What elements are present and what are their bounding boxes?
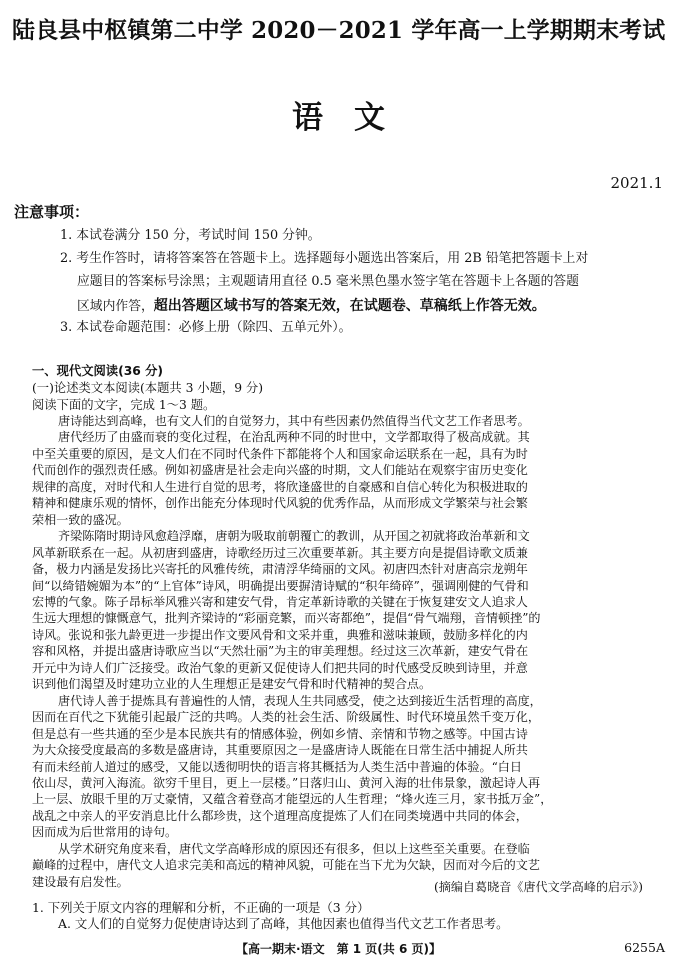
- passage-line: 诗风。张说和张九龄更进一步提出作文要风骨和文采并重，典雅和滋味兼顾，鼓励多样化的内: [32, 627, 528, 642]
- passage-line: 唐代经历了由盛而衰的变化过程，在治乱两种不同的时世中，文学都取得了极高成就。其: [58, 430, 530, 445]
- exam-title: 陆良县中枢镇第二中学 2020－2021 学年高一上学期期末考试: [12, 17, 666, 44]
- passage-line: 容和风格，并提出盛唐诗歌应当以“天然壮丽”为主的审美理想。经过这三次革新，建安气骨在: [32, 644, 529, 659]
- notice-line: 3. 本试卷命题范围：必修上册（除四、五单元外）。: [60, 320, 352, 335]
- passage-line: 因而在百代之下犹能引起最广泛的共鸣。人类的社会生活、阶级属性、时代环境虽然千变万化，: [32, 710, 540, 725]
- passage-line: 巅峰的过程中，唐代文人追求完美和高远的精神风貌，可能在当下尤为欠缺，因而对今后的文艺: [32, 858, 540, 873]
- subsection-heading: (一)论述类文本阅读(本题共 3 小题，9 分): [32, 381, 264, 395]
- passage-line: 荣相一致的盛况。: [32, 512, 129, 527]
- notice-line-part: 区域内作答，: [77, 299, 154, 314]
- passage-line: 从学术研究角度来看，唐代文学高峰形成的原因还有很多，但以上这些至关重要。在登临: [58, 841, 530, 856]
- notice-line: 1. 本试卷满分 150 分，考试时间 150 分钟。: [60, 228, 321, 243]
- passage-line: 有而未经前人道过的感受，又能以透彻明快的语言将其概括为人类生活中普遍的体验。“白日: [32, 759, 522, 774]
- passage-line: 唐代诗人善于提炼具有普遍性的人情，表现人生共同感受，使之达到接近生活哲理的高度，: [58, 693, 542, 708]
- passage-line: 建设最有启发性。: [32, 874, 129, 889]
- question-1-option-a: A. 文人们的自觉努力促使唐诗达到了高峰，其他因素也值得当代文艺工作者思考。: [58, 916, 509, 931]
- notice-line: [77, 299, 546, 314]
- page-footer: [0, 940, 677, 957]
- notice-warning: 超出答题区域书写的答案无效，在试题卷、草稿纸上作答无效。: [153, 298, 546, 314]
- passage-line: 但是总有一些共通的至少是本民族共有的情感体验，例如乡情、亲情和节物之感等。中国古诗: [32, 726, 528, 741]
- passage-line: 识到他们渴望及时建功立业的人生理想正是建安气骨和时代精神的契合点。: [32, 677, 432, 692]
- passage-line: 风革新联系在一起。从初唐到盛唐，诗歌经历过三次重要革新。其主要方向是提倡诗歌文质兼: [32, 545, 528, 560]
- exam-date: 2021.1: [610, 174, 663, 192]
- passage-line: 开元中为诗人们广泛接受。政治气象的更新又促使诗人们把共同的时代感受反映到诗里，并意: [32, 660, 528, 675]
- subject-heading: 语 文: [292, 100, 385, 136]
- passage-line: 宏博的气象。陈子昂标举风雅兴寄和建安气骨，肯定革新诗歌的关键在于恢复建安文人追求人: [32, 595, 528, 609]
- passage-line: 上一层、放眼千里的万丈豪情，又蕴含着登高才能望远的人生哲理；“烽火连三月，家书抵万金”，: [32, 792, 553, 807]
- paper-code: 6255A: [624, 940, 665, 955]
- section-heading: 一、现代文阅读(36 分): [32, 364, 164, 378]
- passage-line: 中至关重要的原因，是文人们在不同时代条件下都能将个人和国家命运联系在一起，具有为时: [32, 446, 528, 461]
- passage-line: 间“以绮错婉媚为本”的“上官体”诗风，明确提出要摒清诗赋的“积年绮碎”，强调刚健的气骨和: [32, 578, 529, 593]
- notice-line: 2. 考生作答时，请将答案答在答题卡上。选择题每小题选出答案后，用 2B 铅笔把答题卡上对: [60, 251, 589, 266]
- footer-label: 【高一期末·语文 第 1 页(共 6 页)】: [236, 942, 441, 956]
- passage-line: 代而创作的强烈责任感。例如初盛唐是社会走向兴盛的时期，文人们能站在观察宇宙历史变化: [32, 463, 528, 478]
- question-1-stem: 1. 下列关于原文内容的理解和分析，不正确的一项是（3 分）: [32, 900, 370, 915]
- passage-source: (摘编自葛晓音《唐代文学高峰的启示》): [434, 880, 643, 894]
- passage-line: 唐诗能达到高峰，也有文人们的自觉努力，其中有些因素仍然值得当代文艺工作者思考。: [58, 414, 530, 428]
- passage-line: 为大众接受度最高的多数是盛唐诗，其重要原因之一是盛唐诗人既能在日常生活中捕捉人所共: [32, 743, 528, 757]
- passage-line: 精神和健康乐观的情怀，创作出能充分体现时代风貌的优秀作品，从而形成文学繁荣与社会繁: [32, 496, 528, 511]
- notice-heading: 注意事项：: [14, 203, 90, 221]
- passage-line: 规律的高度，对时代和人生进行自觉的思考，将欣逢盛世的自豪感和自信心转化为积极进取的: [32, 479, 528, 494]
- passage-line: 依山尽，黄河入海流。欲穷千里目，更上一层楼。”日落归山、黄河入海的壮伟景象，激起诗人再: [32, 775, 541, 790]
- passage-line: 备，极力内涵是发扬比兴寄托的风雅传统，肃清浮华绮丽的文风。初唐四杰针对唐高宗龙朔年: [32, 562, 528, 576]
- passage-line: 生远大理想的慷慨意气，批判齐梁诗的“彩丽竞繁，而兴寄都绝”，提倡“骨气端翔，音情顿挫”的: [32, 611, 541, 626]
- passage-line: 齐梁陈隋时期诗风愈趋浮靡，唐朝为吸取前朝覆亡的教训，从开国之初就将政治革新和文: [58, 529, 530, 544]
- passage-line: 因而成为后世常用的诗句。: [32, 825, 178, 840]
- notice-line: 应题目的答案标号涂黑；主观题请用直径 0.5 毫米黑色墨水签字笔在答题卡上各题的答题: [77, 274, 579, 289]
- passage-line: 战乱之中亲人的平安消息比什么都珍贵，这个道理高度提炼了人们在同类境遇中共同的体会，: [32, 808, 528, 823]
- reading-instruction: 阅读下面的文字，完成 1～3 题。: [32, 398, 216, 412]
